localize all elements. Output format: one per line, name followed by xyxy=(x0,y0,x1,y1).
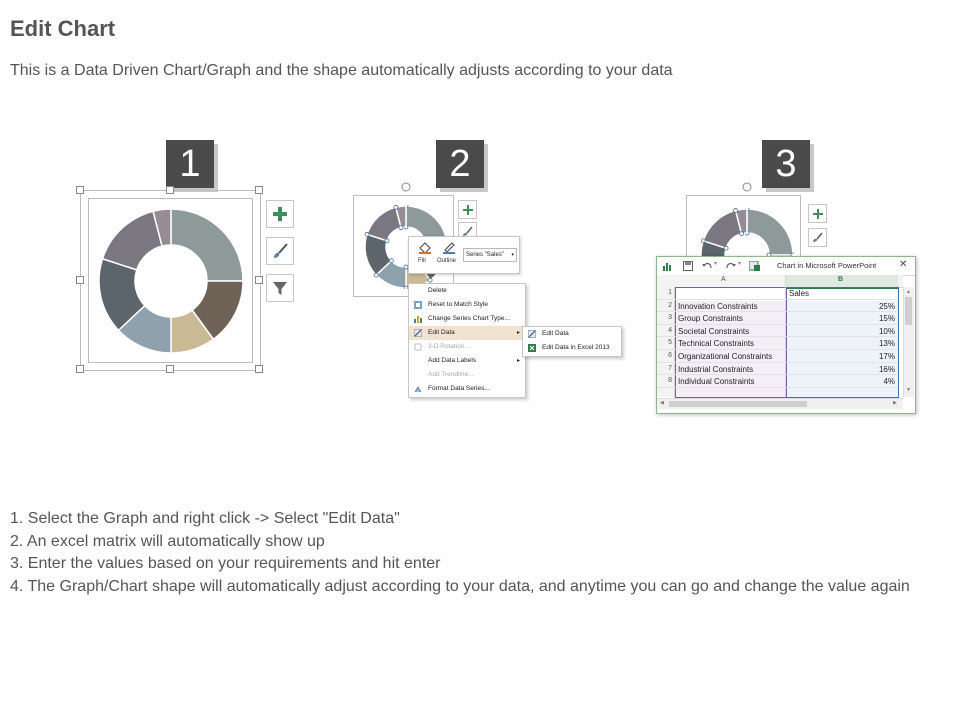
format-series-icon xyxy=(414,385,422,393)
menu-item-format-data-series[interactable] xyxy=(409,382,525,396)
excel-title-bar xyxy=(657,257,915,276)
chevron-down-icon[interactable]: ▾ xyxy=(714,261,718,267)
undo-icon[interactable] xyxy=(701,261,713,271)
row-gridline xyxy=(657,336,898,337)
instructions-list xyxy=(10,508,945,598)
menu-item-reset-style[interactable] xyxy=(409,298,525,312)
excel-icon xyxy=(528,344,536,352)
outline-label: Outline xyxy=(437,258,457,264)
resize-handle[interactable] xyxy=(76,276,84,284)
selection-point xyxy=(385,239,389,243)
row-gridline xyxy=(657,362,898,363)
column-gridline xyxy=(785,275,786,397)
menu-item-label: Edit Data xyxy=(542,330,569,337)
resize-handle[interactable] xyxy=(76,186,84,194)
plus-icon xyxy=(463,205,473,215)
chart-elements-button[interactable] xyxy=(458,200,477,219)
resize-handle[interactable] xyxy=(76,365,84,373)
redo-icon[interactable] xyxy=(725,261,737,271)
cell-a[interactable]: Organizational Constraints xyxy=(678,352,773,361)
selection-point xyxy=(394,205,398,209)
cell-b[interactable]: 17% xyxy=(878,352,895,361)
chevron-right-icon[interactable]: ▶ xyxy=(893,400,897,406)
submenu-arrow-icon: ▸ xyxy=(516,358,520,364)
brush-icon xyxy=(812,232,823,243)
menu-item-label: Edit Data in Excel 2013 xyxy=(542,344,610,351)
cell-b[interactable]: 16% xyxy=(878,364,895,374)
menu-item-label: 3-D Rotation... xyxy=(428,343,470,350)
menu-item-add-trendline[interactable] xyxy=(409,368,525,382)
resize-handle[interactable] xyxy=(255,186,263,194)
menu-item-label: Change Series Chart Type... xyxy=(428,315,510,322)
reset-style-icon xyxy=(414,301,422,309)
series-select-value: Series "Sales" xyxy=(466,252,504,258)
chevron-down-icon[interactable]: ▾ xyxy=(738,261,742,267)
page-title: Edit Chart xyxy=(10,16,116,41)
selection-point xyxy=(428,278,432,282)
context-menu xyxy=(408,283,526,398)
step-badge-2: 2 xyxy=(436,140,484,188)
chart-elements-button[interactable] xyxy=(266,200,294,228)
chart-icon xyxy=(663,261,673,271)
chevron-down-icon: ▾ xyxy=(511,252,514,258)
chevron-down-icon[interactable]: ▼ xyxy=(906,387,911,393)
pen-outline-icon xyxy=(442,241,456,254)
resize-handle[interactable] xyxy=(166,186,174,194)
menu-item-change-chart-type[interactable] xyxy=(409,312,525,326)
cell-b[interactable]: 15% xyxy=(878,314,895,324)
row-number[interactable]: 8 xyxy=(668,377,672,385)
menu-item-edit-data[interactable] xyxy=(409,326,525,340)
rotate-handle-icon[interactable] xyxy=(400,181,412,193)
page-subtitle: This is a Data Driven Chart/Graph and the shape automatically adjusts according to your data xyxy=(10,62,673,79)
scrollbar-thumb[interactable] xyxy=(669,401,807,407)
submenu-arrow-icon: ▸ xyxy=(516,330,520,336)
row-gridline xyxy=(657,299,898,300)
cell-b[interactable]: 4% xyxy=(883,377,895,387)
save-icon[interactable] xyxy=(683,261,693,271)
donut-chart-1[interactable] xyxy=(98,208,244,354)
row-gridline xyxy=(657,387,898,388)
resize-handle[interactable] xyxy=(255,365,263,373)
selection-point xyxy=(734,208,738,212)
series-select[interactable] xyxy=(463,248,517,262)
row-gridline xyxy=(657,349,898,350)
donut-slice[interactable] xyxy=(367,207,401,241)
menu-item-label: Add Trendline... xyxy=(428,371,474,378)
menu-item-label: Format Data Series... xyxy=(428,385,490,392)
plus-icon xyxy=(272,206,288,222)
chart-styles-button[interactable] xyxy=(266,237,294,265)
row-number[interactable]: 1 xyxy=(668,289,672,296)
instruction-step-1: 1. Select the Graph and right click -> Select "Edit Data" xyxy=(10,510,400,527)
chart-type-icon xyxy=(414,315,422,323)
menu-item-label: Edit Data xyxy=(428,329,455,336)
instruction-step-4: 4. The Graph/Chart shape will automatically adjust according to your data, and anytime you can go and change the value again xyxy=(10,577,910,595)
selection-point xyxy=(389,259,393,263)
chevron-left-icon[interactable]: ◀ xyxy=(660,400,664,406)
selection-point xyxy=(399,226,403,230)
menu-item-add-data-labels[interactable] xyxy=(409,354,525,368)
submenu-item-edit-in-excel[interactable] xyxy=(523,341,621,355)
selection-point xyxy=(374,273,378,277)
menu-item-label: Add Data Labels xyxy=(428,357,477,364)
cell-a[interactable]: Group Constraints xyxy=(678,314,743,324)
filter-icon xyxy=(271,279,289,297)
cell-b[interactable]: 10% xyxy=(878,326,895,336)
row-number[interactable]: 6 xyxy=(668,352,672,359)
donut-slice[interactable] xyxy=(747,209,793,255)
column-header-b[interactable]: B xyxy=(838,276,844,283)
donut-slice[interactable] xyxy=(703,210,741,248)
row-gridline xyxy=(657,311,898,312)
menu-item-3d-rotation[interactable] xyxy=(409,340,525,354)
edit-data-icon xyxy=(414,329,422,337)
outline-button[interactable] xyxy=(437,241,461,269)
cell-a[interactable]: Societal Constraints xyxy=(678,326,750,336)
excel-data-window xyxy=(656,256,916,414)
donut-slice[interactable] xyxy=(171,209,243,281)
chevron-up-icon[interactable]: ▲ xyxy=(906,289,911,295)
chart-filters-button[interactable] xyxy=(266,274,294,302)
scrollbar-thumb[interactable] xyxy=(905,297,912,325)
menu-item-label: Reset to Match Style xyxy=(428,301,488,308)
edit-in-excel-icon[interactable] xyxy=(749,261,761,271)
cell-b[interactable]: 25% xyxy=(878,301,895,311)
cell-a[interactable]: Technical Constraints xyxy=(678,339,755,349)
submenu-item-edit-data[interactable] xyxy=(523,327,621,341)
step-badge-3: 3 xyxy=(762,140,810,188)
edit-data-icon xyxy=(528,330,536,338)
selection-point xyxy=(365,232,369,236)
edit-data-submenu xyxy=(522,326,622,357)
fill-button[interactable] xyxy=(414,241,436,269)
selection-point xyxy=(724,246,728,250)
column-header-a[interactable]: A xyxy=(721,276,726,283)
cell-a[interactable]: Industrial Constraints xyxy=(678,364,754,374)
cell-a[interactable]: Innovation Constraints xyxy=(678,301,758,311)
rotation-icon xyxy=(414,343,422,351)
plus-icon xyxy=(813,209,823,219)
instruction-step-3: 3. Enter the values based on your requirements and hit enter xyxy=(10,555,441,572)
row-number[interactable]: 3 xyxy=(668,314,672,322)
horizontal-scrollbar[interactable] xyxy=(657,398,903,409)
chart-elements-button[interactable] xyxy=(808,204,827,223)
row-number[interactable]: 5 xyxy=(668,339,672,347)
resize-handle[interactable] xyxy=(166,365,174,373)
vertical-scrollbar[interactable] xyxy=(903,287,914,397)
chart-styles-button[interactable] xyxy=(808,228,827,247)
instruction-step-2: 2. An excel matrix will automatically show up xyxy=(10,532,325,550)
brush-icon xyxy=(271,242,289,260)
row-gridline xyxy=(657,374,898,375)
cell-b[interactable]: 13% xyxy=(878,339,895,349)
spreadsheet-grid[interactable] xyxy=(657,275,903,397)
rotate-handle-icon[interactable] xyxy=(741,181,753,193)
menu-item-delete[interactable] xyxy=(409,284,525,298)
selection-point xyxy=(740,232,744,236)
donut-slice[interactable] xyxy=(103,211,163,270)
menu-item-label: Delete xyxy=(428,287,447,294)
resize-handle[interactable] xyxy=(255,276,263,284)
row-number[interactable]: 4 xyxy=(668,326,672,334)
step-badge-1: 1 xyxy=(166,140,214,188)
paint-bucket-icon xyxy=(418,241,432,254)
excel-window-title: Chart in Microsoft PowerPoint xyxy=(777,261,877,270)
row-number[interactable]: 2 xyxy=(668,301,672,309)
selection-point xyxy=(701,239,705,243)
close-icon[interactable]: ✕ xyxy=(899,259,908,270)
row-gridline xyxy=(657,324,898,325)
fill-label: Fill xyxy=(418,258,426,264)
format-mini-toolbar xyxy=(408,236,520,274)
cell-b[interactable]: Sales xyxy=(789,289,810,298)
row-number[interactable]: 7 xyxy=(668,364,672,372)
cell-a[interactable]: Individual Constraints xyxy=(678,377,755,387)
